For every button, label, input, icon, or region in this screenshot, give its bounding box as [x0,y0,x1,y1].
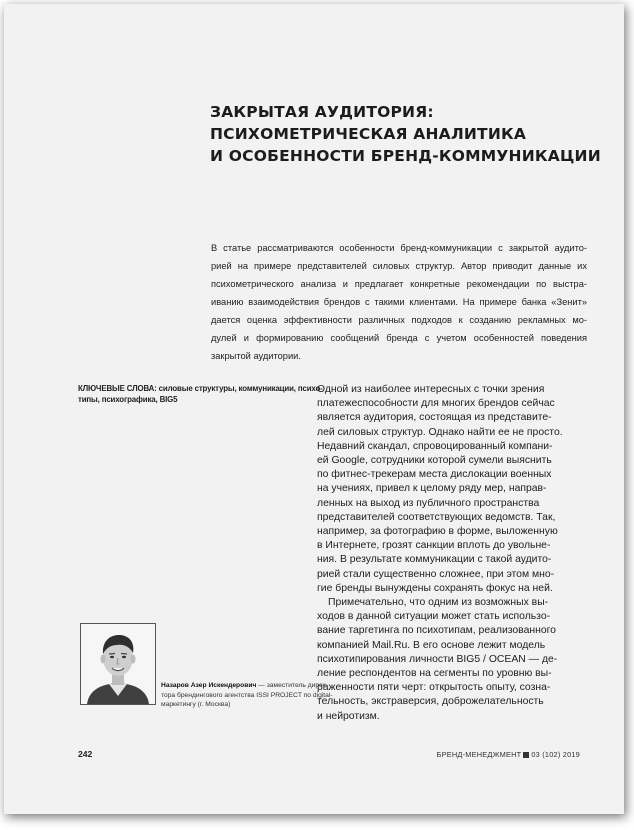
abstract-line: дулей и формированию сообщений бренда с учетом особенностей поведения [211,333,587,343]
body-line: лей силовых структур. Однако найти ее не просто. [317,426,563,438]
abstract-line: психометрического анализа и предлагает конкретные рекомендации по выстра- [211,279,587,289]
article-title-line: И ОСОБЕННОСТИ БРЕНД-КОММУНИКАЦИИ [210,147,601,165]
keywords-line: типы, психографика, BIG5 [78,395,178,404]
body-line: Примечательно, что одним из возможных вы- [328,597,549,609]
abstract-line: закрытой аудитории. [211,351,301,361]
body-line: ходов в данной ситуации может стать использо- [317,611,551,623]
body-line: рией стали существенно сложнее, при этом мно- [317,568,555,580]
author-bio-line-1 [161,681,328,691]
abstract-line: В статье рассматриваются особенности бренд-коммуникации с закрытой аудито- [211,243,587,253]
page-number: 242 [78,749,93,759]
square-separator-icon [523,752,529,758]
body-line: ленных на выход из публичного пространства [317,497,540,509]
body-line: является аудитория, состоящая из представите- [317,412,552,424]
author-bio-line-2: тора брендингового агентства ISSI PROJECT по digital- [161,691,333,699]
body-line: и нейротизм. [317,710,380,722]
author-bio-fragment: — заместитель дирек- [256,682,328,689]
article-title [210,101,610,167]
body-line: в Интернете, грозят санкции вплоть до увольне- [317,540,551,552]
body-line: вание таргетинга по психотипам, реализованного [317,625,556,637]
body-line: ей Google, сотрудники которой сумели выяснить [317,455,552,467]
body-line: Недавний скандал, спровоцированный компани- [317,440,553,452]
abstract-line: иванию взаимодействия брендов с такими клиентами. На примере банка «Зенит» [211,297,587,307]
body-line: психотипирования личности BIG5 / OCEAN — де- [317,653,558,665]
author-info [161,681,333,710]
abstract-line: дается оценка эффективности различных подходов к созданию рекламных мо- [211,315,587,325]
body-line: платежеспособности для многих брендов сейчас [317,398,555,410]
keywords [78,383,330,405]
body-line: тельность, экстраверсия, доброжелательность [317,696,544,708]
body-line: представителей соответствующих ведомств. Так, [317,511,556,523]
body-line: ния. В результате коммуникации с такой аудито- [317,554,552,566]
article-title-line: ПСИХОМЕТРИЧЕСКАЯ АНАЛИТИКА [210,125,527,143]
journal-page [4,4,624,814]
body-line: Одной из наиболее интересных с точки зрения [317,384,545,395]
article-abstract [211,239,587,365]
body-line: на учениях, привел к целому ряду мер, направ- [317,483,547,495]
article-title-line: ЗАКРЫТАЯ АУДИТОРИЯ: [210,103,434,121]
author-photo [80,623,156,705]
article-body [317,383,601,724]
journal-name: БРЕНД-МЕНЕДЖМЕНТ [436,750,522,759]
author-bio-line-3: маркетингу (г. Москва) [161,701,231,709]
author-portrait-image [81,624,155,704]
body-line: раженности пяти черт: открытость опыту, созна- [317,682,551,694]
keywords-line: КЛЮЧЕВЫЕ СЛОВА: силовые структуры, коммуникации, психо- [78,384,323,393]
body-line: например, за фотографию в форме, выложенную [317,526,558,538]
body-line: ление респондентов на сегменты по уровню вы- [317,668,552,680]
body-line: по фитнес-трекерам места дислокации военных [317,469,552,481]
journal-footer [437,750,580,759]
abstract-line: рией на примере представителей силовых структур. Автор приводит данные их [211,261,587,271]
body-line: гие бренды вынуждены сохранять фокус на ней. [317,582,553,594]
author-name: Назаров Азер Искендерович [161,682,257,689]
body-line: компанией Mail.Ru. В его основе лежит модель [317,639,546,651]
journal-issue: 03 (102) 2019 [531,750,580,759]
